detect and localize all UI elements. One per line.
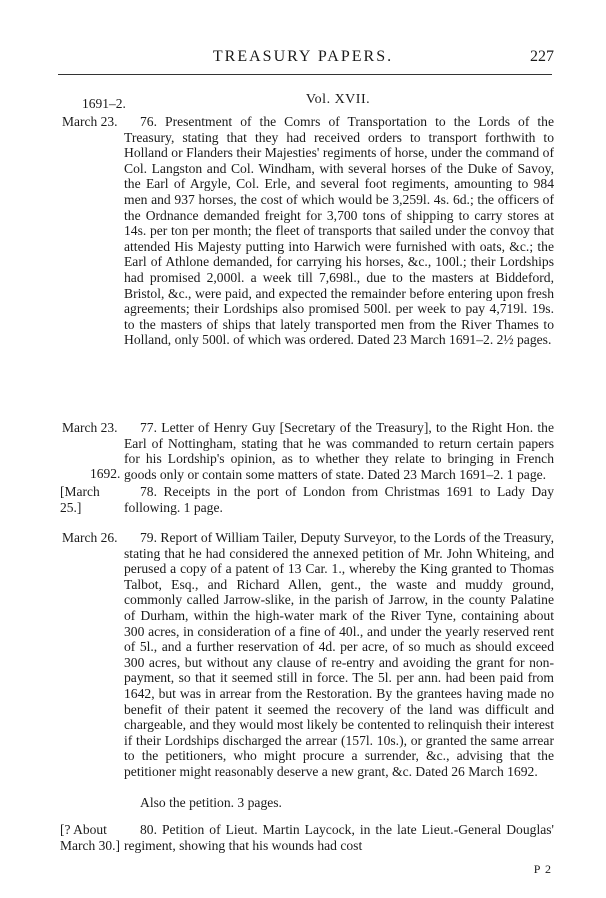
running-head [0,48,606,72]
entry-date: [March 25.] [60,484,100,515]
running-title: TREASURY PAPERS. [212,48,394,65]
entry-date: [? About March 30.] [60,822,120,853]
signature-mark: P 2 [533,862,552,876]
entry-date: March 23. [62,114,118,129]
entry-text: 76. Presentment of the Comrs of Transportation to the Lords of the Treasury, stating that they had received orders to transport forthwith to Holland or Flanders their Majesties' regiments of horse, under the command of Col. Langston and Col. Windham, with several horses of the Duke of Savoy, the Earl of Argyle, Col. Erle, and several foot regiments, amounting to 984 men and 937 horses, the cost of which would be 3,259l. 4s. 6d.; the officers of the Ordnance demanded freight for 3,700 tons of shipping to carry stores at 14s. per ton per month; the fleet of transports that sailed under the convoy that attended His Majesty putting into Harwich were furnished with oats, &c.; the Earl of Athlone demanded, for carrying his horses, &c., 100l.; their Lordships had promised 2,000l. a week till 7,698l., due to the masters at Biddeford, Bristol, &c., were paid, and expected the remainder before entering upon fresh agreements; their Lordships also promised 500l. per week to pay 4,719l. 19s. to the masters of ships that lately transported men from the River Thames to Holland, only 500l. of which was ordered. Dated 23 March 1691–2. 2½ pages. [124,114,554,348]
entry-text: 79. Report of William Tailer, Deputy Surveyor, to the Lords of the Treasury, stating that he had considered the annexed petition of Mr. John Whiteing, and perused a copy of a patent of 13 Car. 1., whereby the King granted to Thomas Talbot, Esq., and Richard Allen, gent., the waste and muddy ground, commonly called Jarrow-slike, in the parish of Jarrow, in the county Palatine of Durham, within the high-water mark of the River Tyne, containing about 300 acres, in consideration of a fine of 40l., and under the yearly reserved rent of 5l., and a further reservation of 4d. per acre, of so much as should exceed 300 acres, but without any clause of re-entry and avoiding the grant for non-payment, so that it seemed still in force. The 5l. per ann. had been paid from 1642, but was in arrear from the Restoration. By the grantees having made no benefit of their patent it seemed the recovery of the land was difficult and chargeable, and they would most likely be contented to relinquish their interest if their Lordships discharged the arrear (157l. 10s.), or granted the same arrear to the petitioners, who might procure a surrender, &c., advising that the petitioner might reasonably deserve a new grant, &c. Dated 26 March 1692. [124,530,554,779]
page-number: 227 [530,48,554,65]
entry-date: March 26. [62,530,118,545]
entry-text: 80. Petition of Lieut. Martin Laycock, in the late Lieut.-General Douglas' regiment, showing that his wounds had cost [124,822,554,853]
entry-date: March 23. [62,420,118,435]
entry-text: 77. Letter of Henry Guy [Secretary of the Treasury], to the Right Hon. the Earl of Nottingham, stating that he was commanded to return certain papers for his Lordship's opinion, as to whether they relate to bringing in French goods only or contain some matters of state. Dated 23 March 1691–2. 1 page. [124,420,554,482]
volume-heading: Vol. XVII. [305,92,371,107]
year-marker: 1691–2. [82,96,126,111]
header-rule [58,74,552,75]
year-marker: 1692. [90,466,121,481]
entry-note: Also the petition. 3 pages. [140,795,282,810]
entry-text: 78. Receipts in the port of London from Christmas 1691 to Lady Day following. 1 page. [124,484,554,515]
